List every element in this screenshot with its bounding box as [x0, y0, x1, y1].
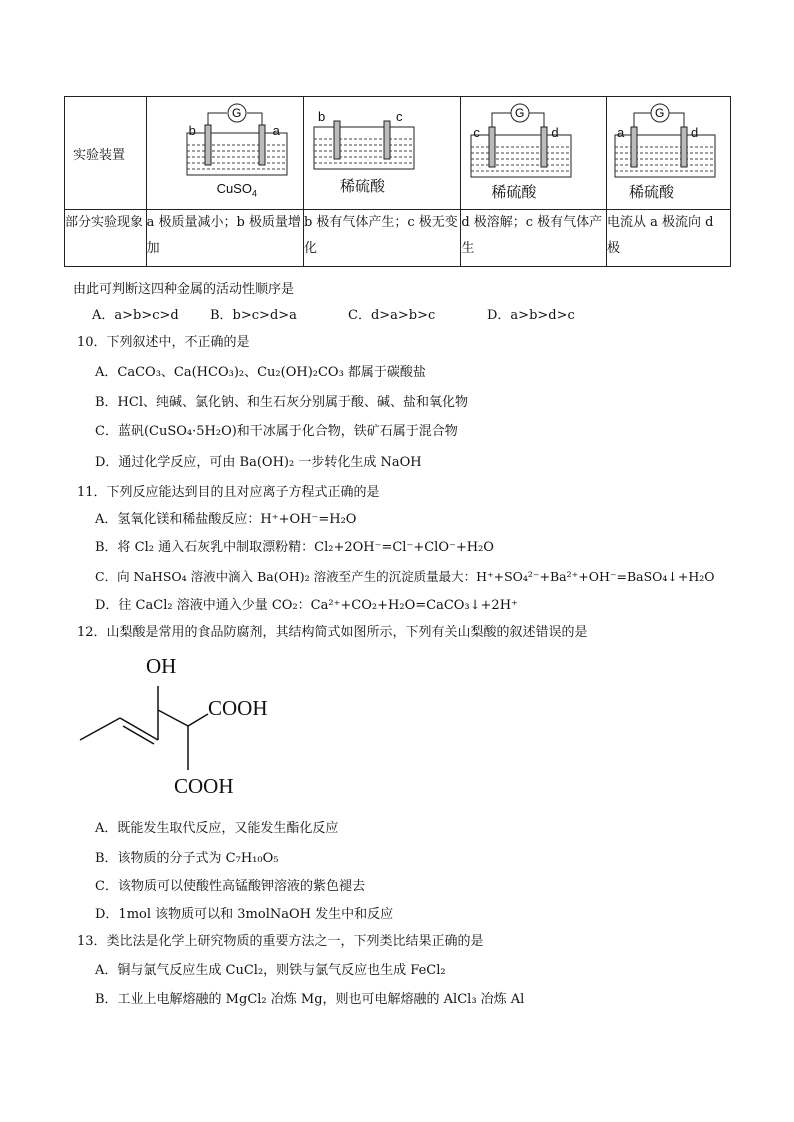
phenomenon-3: d 极溶解；c 极有气体产生: [461, 210, 607, 267]
oh-label: OH: [146, 654, 177, 678]
q12-option-d: D．1mol 该物质可以和 3molNaOH 发生中和反应: [95, 907, 394, 922]
q10-option-b: B．HCl、纯碱、氯化钠、和生石灰分别属于酸、碱、盐和氧化物: [95, 395, 468, 410]
electrode-left-label: a: [617, 125, 625, 140]
q9-option-c: C．d>a>b>c: [348, 308, 436, 323]
q12-stem: 12．山梨酸是常用的食品防腐剂，其结构简式如图所示，下列有关山梨酸的叙述错误的是: [77, 625, 588, 640]
q11-option-b: B．将 Cl₂ 通入石灰乳中制取漂粉精：Cl₂+2OH⁻=Cl⁻+ClO⁻+H₂O: [95, 540, 494, 555]
q13-option-a: A．铜与氯气反应生成 CuCl₂，则铁与氯气反应也生成 FeCl₂: [95, 963, 446, 978]
q9-option-a: A．a>b>c>d: [92, 308, 179, 323]
apparatus-3: [461, 97, 607, 210]
phenomenon-1: a 极质量减小；b 极质量增加: [146, 210, 303, 267]
electrode-left-label: b: [188, 123, 196, 138]
q13-option-b: B．工业上电解熔融的 MgCl₂ 冶炼 Mg，则也可电解熔融的 AlCl₃ 冶炼 Al: [95, 992, 525, 1007]
q11-stem: 11．下列反应能达到目的且对应离子方程式正确的是: [77, 485, 380, 500]
q10-option-a: A．CaCO₃、Ca(HCO₃)₂、Cu₂(OH)₂CO₃ 都属于碳酸盐: [95, 365, 426, 380]
q10-option-d: D．通过化学反应，可由 Ba(OH)₂ 一步转化生成 NaOH: [95, 455, 422, 470]
q10-stem: 10．下列叙述中，不正确的是: [77, 335, 250, 350]
galvanometer-label: G: [231, 106, 241, 120]
solution-label: 稀硫酸: [629, 183, 675, 201]
apparatus-2: [303, 97, 460, 210]
q12-option-a: A．既能发生取代反应，又能发生酯化反应: [95, 821, 339, 836]
q9-stem: 由此可判断这四种金属的活动性顺序是: [73, 282, 295, 297]
solution-label: CuSO$_4$: [216, 181, 257, 199]
q10-option-c: C．蓝矾(CuSO₄·5H₂O)和干冰属于化合物，铁矿石属于混合物: [95, 424, 458, 439]
solution-label: 稀硫酸: [491, 183, 537, 201]
solution-label: 稀硫酸: [339, 177, 385, 195]
row-label-phenomena: 部分实验现象: [65, 210, 147, 267]
q9-option-b: B．b>c>d>a: [210, 308, 297, 323]
q11-option-d: D．往 CaCl₂ 溶液中通入少量 CO₂：Ca²⁺+CO₂+H₂O=CaCO₃↓+2H⁺: [95, 598, 518, 613]
galvanometer-label: G: [655, 106, 665, 120]
galvanometer-label: G: [515, 106, 525, 120]
electrode-left-label: c: [473, 125, 480, 140]
phenomenon-4: 电流从 a 极流向 d 极: [607, 210, 731, 267]
apparatus-4: [607, 97, 731, 210]
q13-stem: 13．类比法是化学上研究物质的重要方法之一，下列类比结果正确的是: [77, 934, 484, 949]
q12-option-b: B．该物质的分子式为 C₇H₁₀O₅: [95, 851, 279, 866]
phenomenon-2: b 极有气体产生；c 极无变化: [303, 210, 460, 267]
experiment-table: [64, 96, 731, 267]
electrode-left-label: b: [317, 109, 326, 124]
electrode-right-label: d: [691, 125, 699, 140]
q11-option-c: C．向 NaHSO₄ 溶液中滴入 Ba(OH)₂ 溶液至产生的沉淀质量最大：H⁺+SO₄²⁻+Ba²⁺+OH⁻=BaSO₄↓+H₂O: [95, 569, 715, 584]
q9-option-d: D．a>b>d>c: [487, 308, 575, 323]
apparatus-1: [146, 97, 303, 210]
electrode-right-label: c: [395, 109, 403, 124]
q12-option-c: C．该物质可以使酸性高锰酸钾溶液的紫色褪去: [95, 879, 365, 894]
q11-option-a: A．氢氧化镁和稀盐酸反应：H⁺+OH⁻=H₂O: [95, 512, 357, 527]
cooh-label-bottom: COOH: [174, 774, 234, 798]
structure-diagram: [70, 650, 310, 810]
row-label-apparatus: 实验装置: [65, 97, 147, 210]
cooh-label-top: COOH: [208, 696, 268, 720]
electrode-right-label: d: [551, 125, 559, 140]
electrode-right-label: a: [272, 123, 280, 138]
